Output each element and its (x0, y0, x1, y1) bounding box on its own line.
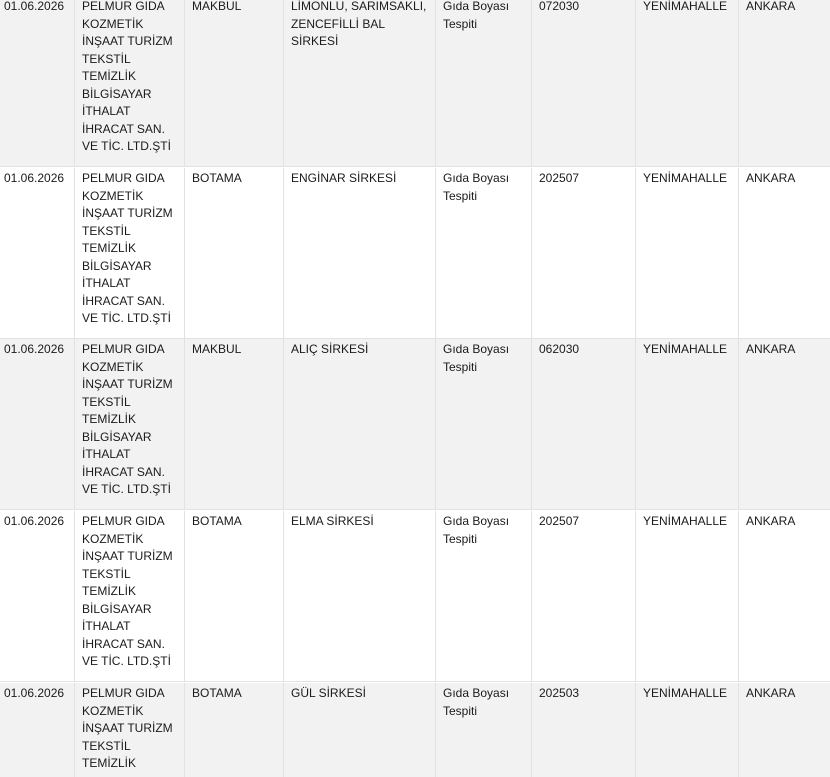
batch-cell: 202507 (531, 168, 635, 338)
city-cell: ANKARA (738, 339, 830, 509)
nonconformity-cell: Gıda Boyası Tespiti (435, 683, 531, 777)
table-row (0, 339, 830, 510)
city-cell: ANKARA (738, 168, 830, 338)
brand-cell: BOTAMA (184, 168, 283, 338)
table-row (0, 511, 830, 682)
product-cell: ALIÇ SİRKESİ (283, 339, 435, 509)
brand-cell: BOTAMA (184, 511, 283, 681)
product-cell: ELMA SİRKESİ (283, 511, 435, 681)
table-row (0, 0, 830, 167)
brand-cell: MAKBUL (184, 339, 283, 509)
company-cell: PELMUR GIDA KOZMETİK İNŞAAT TURİZM TEKSTİL TEMİZLİK BİLGİSAYAR İTHALAT İHRACAT SAN. VE TİC. LTD.ŞTİ (74, 511, 184, 681)
product-cell: GÜL SİRKESİ (283, 683, 435, 777)
district-cell: YENİMAHALLE (635, 683, 738, 777)
company-cell: PELMUR GIDA KOZMETİK İNŞAAT TURİZM TEKSTİL TEMİZLİK BİLGİSAYAR İTHALAT İHRACAT SAN. VE TİC. LTD.ŞTİ (74, 339, 184, 509)
brand-cell: BOTAMA (184, 683, 283, 777)
brand-cell: MAKBUL (184, 0, 283, 166)
product-cell: ENGİNAR SİRKESİ (283, 168, 435, 338)
company-cell: PELMUR GIDA KOZMETİK İNŞAAT TURİZM TEKSTİL TEMİZLİK (74, 683, 184, 777)
nonconformity-cell: Gıda Boyası Tespiti (435, 0, 531, 166)
district-cell: YENİMAHALLE (635, 339, 738, 509)
nonconformity-cell: Gıda Boyası Tespiti (435, 168, 531, 338)
batch-cell: 072030 (531, 0, 635, 166)
table-row (0, 168, 830, 339)
date-cell: 01.06.2026 (4, 171, 65, 185)
company-cell: PELMUR GIDA KOZMETİK İNŞAAT TURİZM TEKSTİL TEMİZLİK BİLGİSAYAR İTHALAT İHRACAT SAN. VE TİC. LTD.ŞTİ (74, 0, 184, 166)
company-cell: PELMUR GIDA KOZMETİK İNŞAAT TURİZM TEKSTİL TEMİZLİK BİLGİSAYAR İTHALAT İHRACAT SAN. VE TİC. LTD.ŞTİ (74, 168, 184, 338)
city-cell: ANKARA (738, 683, 830, 777)
district-cell: YENİMAHALLE (635, 0, 738, 166)
table-row (0, 683, 830, 777)
city-cell: ANKARA (738, 511, 830, 681)
batch-cell: 202507 (531, 511, 635, 681)
nonconformity-cell: Gıda Boyası Tespiti (435, 339, 531, 509)
date-cell: 01.06.2026 (4, 0, 65, 13)
city-cell: ANKARA (738, 0, 830, 166)
date-cell: 01.06.2026 (4, 342, 65, 356)
batch-cell: 062030 (531, 339, 635, 509)
date-cell: 01.06.2026 (4, 686, 65, 700)
product-cell: LİMONLU, SARIMSAKLI, ZENCEFİLLİ BAL SİRKESİ (283, 0, 435, 166)
date-cell: 01.06.2026 (4, 514, 65, 528)
nonconformity-cell: Gıda Boyası Tespiti (435, 511, 531, 681)
district-cell: YENİMAHALLE (635, 511, 738, 681)
district-cell: YENİMAHALLE (635, 168, 738, 338)
batch-cell: 202503 (531, 683, 635, 777)
